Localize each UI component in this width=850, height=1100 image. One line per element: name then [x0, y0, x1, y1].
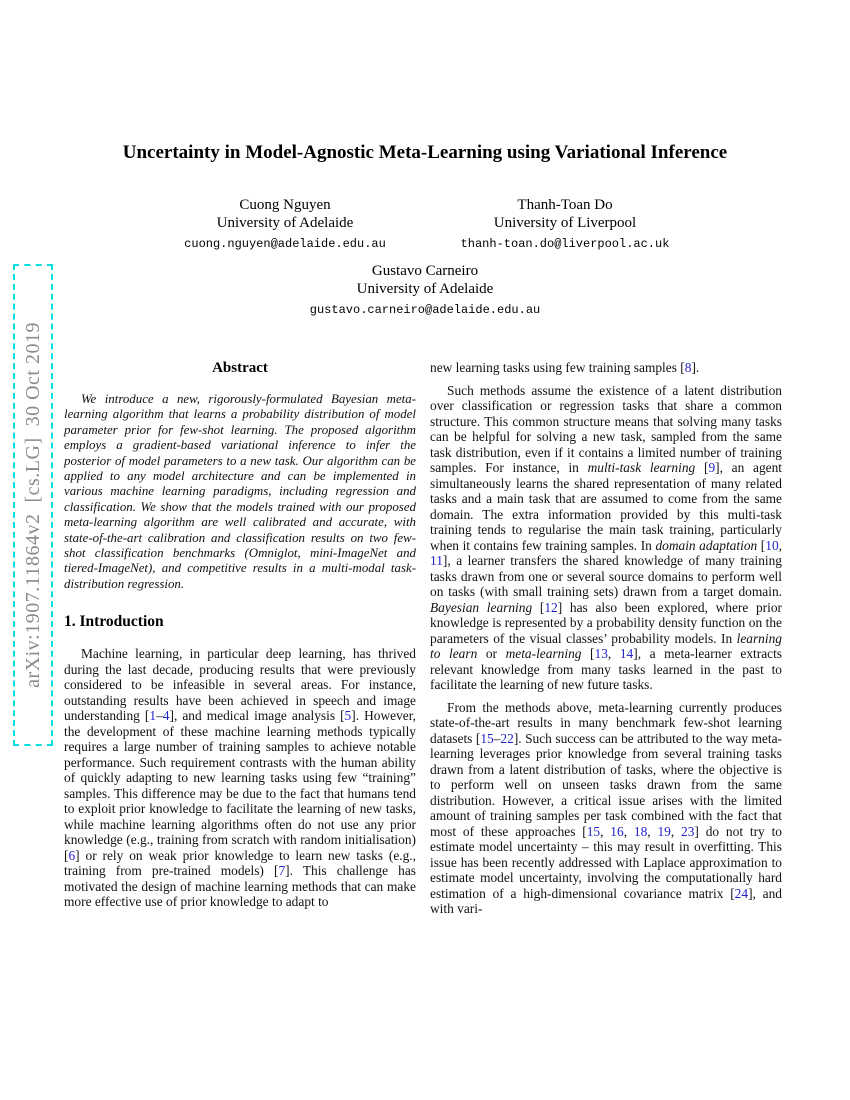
emphasis-text: learning to learn — [430, 630, 782, 661]
text-run: , — [778, 537, 782, 553]
emphasis-text: meta-learning — [505, 646, 582, 661]
text-run: ], and medical image analysis [ — [169, 708, 345, 724]
text-run: From the methods above, meta-learning currently produces state-of-the-art results in many benchmark few-shot learning datasets [ — [430, 699, 782, 746]
citation-link[interactable]: 10 — [765, 537, 779, 553]
citation-link[interactable]: 22 — [500, 730, 514, 746]
citation-link[interactable]: 8 — [684, 360, 692, 375]
author-email: cuong.nguyen@adelaide.edu.au — [184, 237, 386, 251]
text-run: , — [670, 823, 682, 839]
author-name: Gustavo Carneiro — [371, 263, 479, 279]
paper-title: Uncertainty in Model-Agnostic Meta-Learning using Variational Inference — [122, 142, 728, 163]
citation-link[interactable]: 19 — [657, 823, 671, 839]
abstract-heading: Abstract — [212, 360, 268, 376]
text-run: , — [600, 823, 611, 839]
authors-row — [145, 196, 705, 251]
text-run: , — [607, 646, 620, 661]
text-run: [ — [695, 460, 709, 475]
author-block-3 — [64, 262, 786, 317]
text-run: ], a meta-learner extracts relevant knowledge from many tasks learned in the past to facilitate the learning of new future tasks. — [430, 646, 783, 692]
author-affiliation: University of Liverpool — [493, 215, 637, 231]
section-heading-introduction: 1. Introduction — [64, 613, 164, 631]
text-run: ] do not try to estimate model uncertainty – this may result in overfitting. This issue has been recently addressed with Laplace approximation to estimate model uncertainty, involving the computationally hard estimation of a high-dimensional covariance matrix [ — [430, 823, 782, 901]
citation-link[interactable]: 16 — [610, 823, 624, 839]
intro-paragraph — [64, 646, 416, 910]
author-email: thanh-toan.do@liverpool.ac.uk — [460, 237, 670, 251]
text-run: Such methods assume the existence of a latent distribution over classification or regression tasks that share a common structure. This common structure means that solving many tasks can be helpful for solving a new task, sampled from the same task distribution, even if it contains a limited number of training samples. For instance, in — [430, 382, 782, 475]
text-run: ]. However, the development of these machine learning methods typically requires a large number of training samples to achieve notable performance. Such requirement contrasts with the human ability of quickly adapting to new learning tasks using few “training” samples. This difference may be due to the fact that humans tend to exploit prior knowledge to facilitate the learning of new tasks, while machine learning algorithms often do not use any prior knowledge (e.g., training from scratch with random initialisation) [ — [64, 708, 416, 863]
author-name: Cuong Nguyen — [239, 197, 331, 213]
citation-link[interactable]: 9 — [708, 460, 716, 475]
text-run: ], an agent simultaneously learns the shared representation of many related tasks and a main task that are assumed to come from the same domain. The extra information provided by this multi-task training tends to regularise the main task training, particularly when it contains few training samples. In — [430, 460, 783, 553]
text-run: – — [156, 708, 163, 724]
emphasis-text: Bayesian learning — [430, 599, 533, 615]
author-block-1 — [145, 196, 425, 251]
author-block-2 — [425, 196, 705, 251]
text-run: ]. — [691, 360, 700, 375]
body-paragraph — [430, 360, 782, 376]
text-run: ], a learner transfers the shared knowledge of many training tasks drawn from one or several source domains to perform well on tasks (with small training sets) drawn from a target domain. — [430, 553, 782, 599]
citation-link[interactable]: 24 — [734, 885, 749, 901]
citation-link[interactable]: 23 — [681, 823, 695, 839]
abstract-text: We introduce a new, rigorously-formulated Bayesian meta-learning algorithm that learns a probability distribution of model parameter prior for few-shot learning. The proposed algorithm employs a gradient-based variational inference to infer the posterior of model parameters to a new task. Our algorithm can be applied to any model architecture and can be implemented in various machine learning paradigms, including regression and classification. We show that the models trained with our proposed meta-learning algorithm are well calibrated and accurate, with state-of-the-art calibration and classification results on two few-shot classification benchmarks (Omniglot, mini-ImageNet and tiered-ImageNet), and competitive results in a multi-modal task-distribution regression. — [64, 392, 416, 591]
text-run: [ — [757, 537, 766, 553]
text-run: – — [493, 730, 501, 746]
text-run: , — [623, 823, 634, 839]
citation-link[interactable]: 11 — [430, 553, 443, 568]
text-run: Machine learning, in particular deep learning, has thrived during the last decade, producing results that were previously considered to be infeasible in several areas. For instance, outstanding results have been achieved in speech and image understanding [ — [64, 646, 416, 724]
emphasis-text: multi-task learning — [587, 460, 696, 475]
citation-link[interactable]: 18 — [633, 823, 648, 839]
citation-link[interactable]: 13 — [594, 646, 608, 661]
citation-link[interactable]: 12 — [544, 599, 558, 615]
text-run: ] or rely on weak prior knowledge to learn new tasks (e.g., training from pre-trained models) [ — [64, 847, 416, 879]
body-paragraph — [430, 700, 782, 917]
citation-link[interactable]: 14 — [619, 646, 634, 661]
citation-link[interactable]: 6 — [68, 847, 76, 863]
text-run: [ — [581, 646, 595, 661]
text-run: ]. Such success can be attributed to the way meta-learning leverages prior knowledge from several training tasks drawn from a latent distribution of tasks, where the objective is to perform well on unseen tasks drawn from the same distribution. However, a critical issue arises with the limited amount of training samples per task combined with the fact that most of these approaches [ — [430, 730, 782, 839]
citation-link[interactable]: 15 — [480, 730, 494, 746]
text-run: , — [647, 823, 658, 839]
text-run: ], and with vari- — [430, 885, 782, 916]
author-affiliation: University of Adelaide — [356, 281, 494, 297]
citation-link[interactable]: 7 — [278, 863, 286, 879]
emphasis-text: domain adaptation — [655, 537, 758, 553]
author-email: gustavo.carneiro@adelaide.edu.au — [309, 303, 541, 317]
left-column — [64, 360, 416, 917]
arxiv-watermark-text: arXiv:1907.11864v2 [cs.LG] 30 Oct 2019 — [21, 322, 44, 688]
author-affiliation: University of Adelaide — [216, 215, 354, 231]
author-name: Thanh-Toan Do — [517, 197, 613, 213]
text-run: [ — [532, 599, 545, 615]
right-column — [430, 360, 782, 924]
citation-link[interactable]: 15 — [586, 823, 601, 839]
text-run: or — [477, 646, 506, 661]
citation-link[interactable]: 5 — [344, 708, 352, 724]
citation-link[interactable]: 1 — [149, 708, 157, 724]
text-run: new learning tasks using few training samples [ — [430, 360, 685, 375]
text-run: ] has also been explored, where prior knowledge is represented by a probability density function on the parameters of the visual classes’ probability models. In — [430, 599, 783, 646]
body-paragraph — [430, 383, 782, 693]
text-run: ]. This challenge has motivated the design of machine learning methods that can make more effective use of prior knowledge to adapt to — [64, 863, 416, 910]
arxiv-watermark-box — [13, 264, 53, 746]
citation-link[interactable]: 4 — [162, 708, 170, 724]
